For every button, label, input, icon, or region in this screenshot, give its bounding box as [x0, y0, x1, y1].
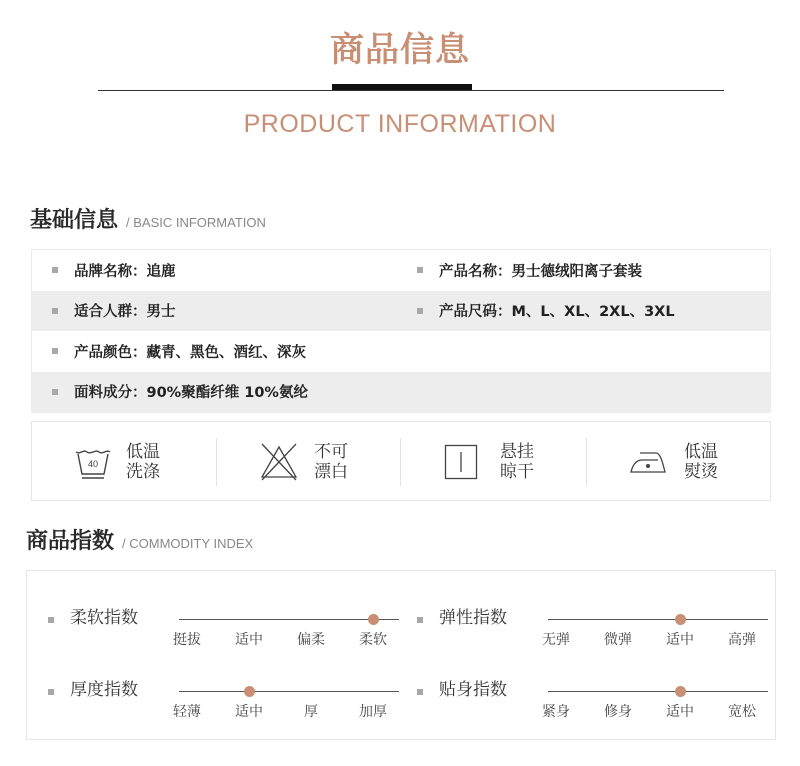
info-fabric: 面料成分：90%聚酯纤维 10%氨纶: [74, 385, 308, 402]
index-level-label: 无弹: [542, 632, 570, 648]
divider: [216, 438, 217, 486]
index-marker: [675, 614, 686, 625]
wash-40-icon: [74, 443, 112, 481]
index-track: [179, 691, 399, 692]
care-item-bleach: [258, 422, 348, 502]
page-title: 商品信息: [330, 30, 470, 70]
bullet-icon: [52, 308, 58, 314]
bullet-icon: [417, 689, 423, 695]
care-wash-line2: 洗涤: [126, 462, 160, 482]
info-brand: 品牌名称：追鹿: [74, 263, 176, 280]
index-level-label: 修身: [604, 704, 632, 720]
bullet-icon: [48, 617, 54, 623]
divider: [586, 438, 587, 486]
index-level-label: 适中: [235, 632, 263, 648]
index-name: 柔软指数: [70, 608, 138, 628]
index-level-label: 适中: [666, 704, 694, 720]
bullet-icon: [417, 617, 423, 623]
index-level-label: 宽松: [728, 704, 756, 720]
no-bleach-icon: [258, 442, 300, 482]
info-row: [32, 331, 770, 372]
bullet-icon: [417, 308, 423, 314]
index-thickness: [48, 679, 388, 729]
commodity-index-panel: [26, 570, 776, 740]
care-bleach-line2: 漂白: [314, 462, 348, 482]
hang-dry-icon: [444, 444, 478, 480]
index-level-label: 微弹: [604, 632, 632, 648]
care-item-dry: [444, 422, 534, 502]
care-item-iron: [628, 422, 718, 502]
divider: [400, 438, 401, 486]
index-name: 厚度指数: [70, 680, 138, 700]
info-row: [32, 250, 770, 291]
index-softness: [48, 607, 388, 657]
care-dry-line2: 晾干: [500, 462, 534, 482]
care-iron-line2: 熨烫: [684, 462, 718, 482]
index-level-label: 紧身: [542, 704, 570, 720]
info-product-name: 产品名称：男士德绒阳离子套装: [439, 263, 642, 280]
bullet-icon: [52, 348, 58, 354]
care-dry-line1: 悬挂: [500, 442, 534, 462]
care-bleach-line1: 不可: [314, 442, 348, 462]
bullet-icon: [417, 267, 423, 273]
index-level-label: 轻薄: [173, 704, 201, 720]
info-sizes: 产品尺码：M、L、XL、2XL、3XL: [439, 304, 675, 321]
commodity-index-subtitle: / COMMODITY INDEX: [122, 536, 254, 551]
commodity-index-heading: [26, 524, 253, 555]
bullet-icon: [52, 389, 58, 395]
info-audience: 适合人群：男士: [74, 304, 176, 321]
index-marker: [244, 686, 255, 697]
index-track: [548, 619, 768, 620]
index-level-label: 适中: [235, 704, 263, 720]
bullet-icon: [48, 689, 54, 695]
svg-text:40: 40: [87, 459, 99, 469]
basic-info-heading: [30, 203, 266, 234]
index-marker: [368, 614, 379, 625]
index-level-label: 厚: [304, 704, 318, 720]
index-level-label: 偏柔: [297, 632, 325, 648]
basic-info-table: [31, 249, 771, 413]
basic-info-title: 基础信息: [30, 208, 119, 233]
info-colors: 产品颜色：藏青、黑色、酒红、深灰: [74, 344, 306, 361]
care-iron-line1: 低温: [684, 442, 718, 462]
care-instructions: [31, 421, 771, 501]
index-name: 弹性指数: [439, 608, 507, 628]
index-track: [179, 619, 399, 620]
care-wash-line1: 低温: [126, 442, 160, 462]
index-level-label: 适中: [666, 632, 694, 648]
info-row: [32, 291, 770, 332]
low-iron-icon: [628, 446, 670, 478]
bullet-icon: [52, 267, 58, 273]
index-track: [548, 691, 768, 692]
commodity-index-title: 商品指数: [26, 529, 115, 554]
index-name: 贴身指数: [439, 680, 507, 700]
index-elasticity: [417, 607, 757, 657]
index-level-label: 加厚: [359, 704, 387, 720]
info-row: [32, 372, 770, 413]
index-marker: [675, 686, 686, 697]
basic-info-subtitle: / BASIC INFORMATION: [126, 215, 266, 230]
care-item-wash: [74, 422, 160, 502]
title-divider: [98, 90, 724, 91]
index-level-label: 柔软: [359, 632, 387, 648]
page-subtitle: PRODUCT INFORMATION: [243, 110, 557, 138]
index-level-label: 挺拔: [173, 632, 201, 648]
index-level-label: 高弹: [728, 632, 756, 648]
index-fit: [417, 679, 757, 729]
